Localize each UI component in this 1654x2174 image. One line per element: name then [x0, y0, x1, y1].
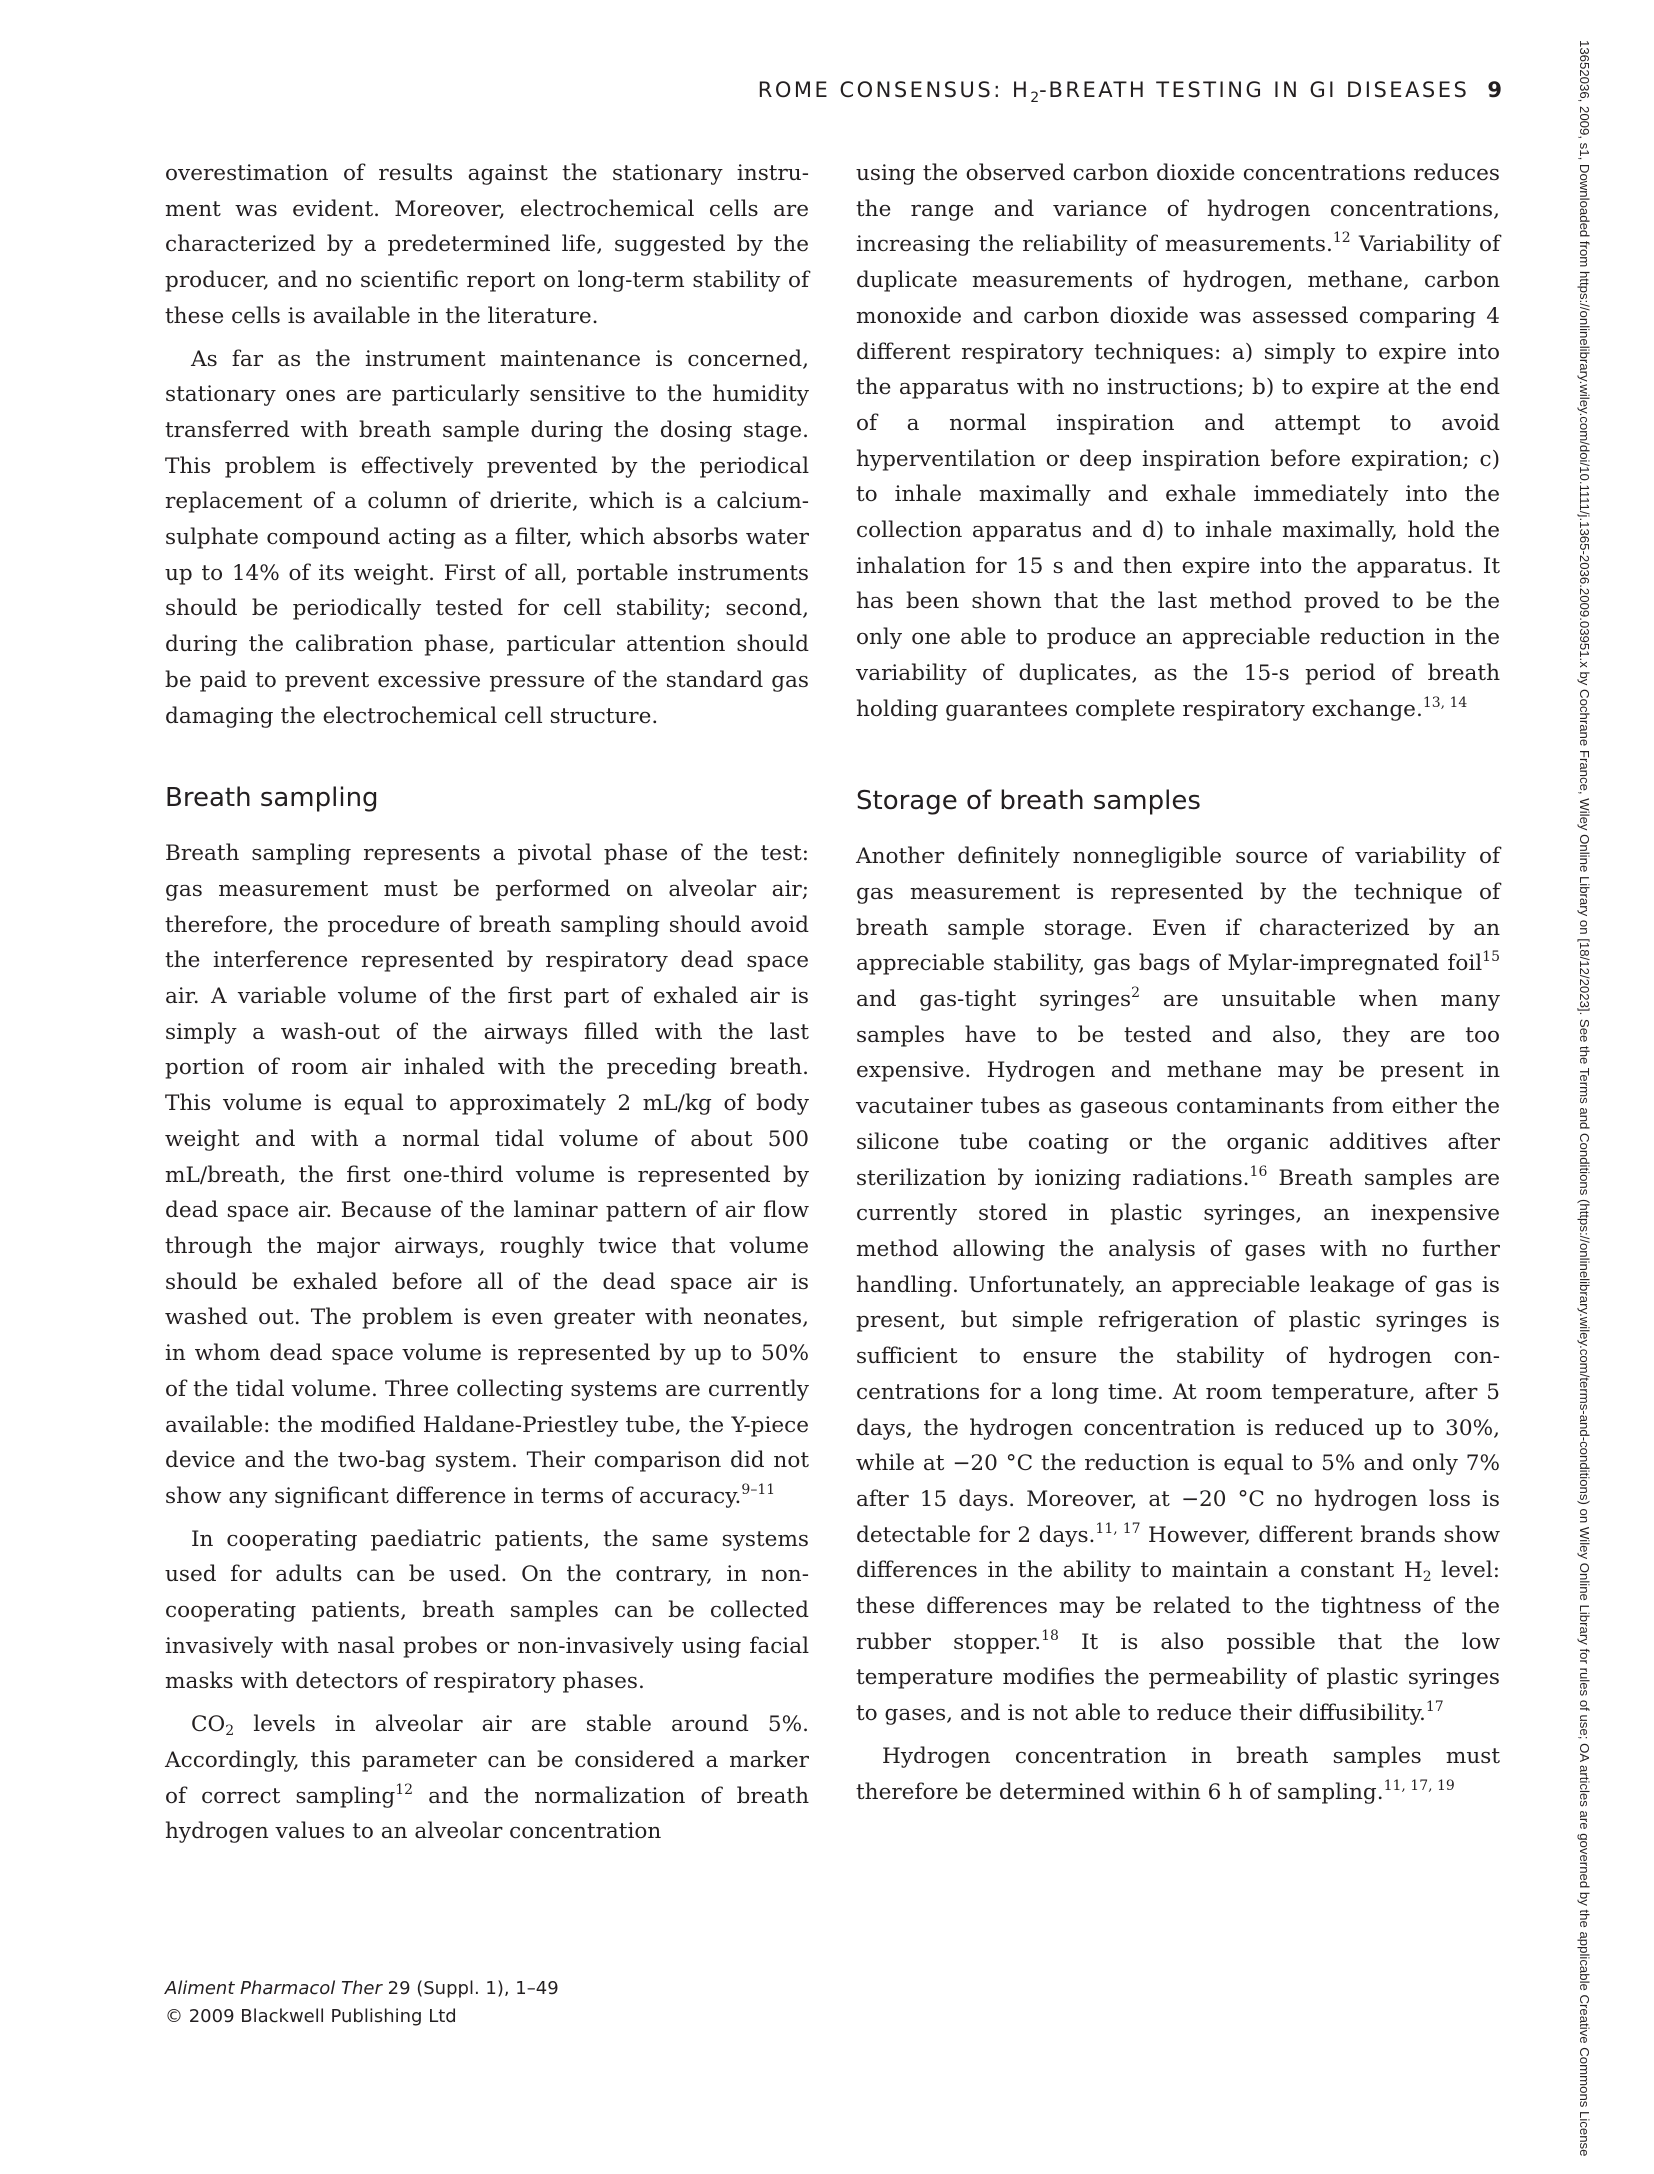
copyright-notice: © 2009 Blackwell Publishing Ltd [165, 2006, 457, 2027]
right-column [856, 156, 1500, 1810]
paragraph: using the observed carbon dioxide concentrations reduces the range and variance of hydrogen concentrations, increasing the reliability of measurements.$^{12}$ Variability of duplicate measurements of hydrogen, methane, carbon monoxide and carbon dioxide was assessed comparing 4 different respiratory techniques: a) simply to expire into the apparatus with no instructions; b) to expire at the end of a normal inspiration and attempt to avoid hyperventilation or deep inspiration before expiration; c) to inhale maximally and exhale immediately into the collection apparatus and d) to inhale maximally, hold the inhalation for 15 s and then expire into the apparatus. It has been shown that the last method proved to be the only one able to produce an appreciable reduction in the variability of duplicates, as the 15-s period of breath holding guarantees complete respiratory exchange.$^{13, 14}$ [856, 161, 1500, 722]
page-footer [165, 1975, 559, 2031]
section-heading-breath-sampling: Breath sampling [165, 783, 379, 814]
paragraph: In cooperating paediatric patients, the same systems used for adults can be used. On the contrary, in noncooperating patients, breath samples can be collected invasively with nasal probes or non-invasively using facial masks with detectors of respiratory phases. [165, 1526, 809, 1695]
citation-ref: 11, 17 [1095, 1520, 1141, 1537]
citation-ref: 15 [1482, 949, 1500, 966]
citation-ref: 13, 14 [1422, 694, 1468, 711]
download-notice-vertical: 13652036, 2009, s1, Downloaded from https://onlinelibrary.wiley.com/doi/10.1111/j.1365-2036.2009.03951.x by Cochrane France, Wiley Online Library on [18/12/2023]. See the Terms and Conditions (https://onlinelibrary.wiley.com/terms-and-conditions) on Wiley Online Library for rules of use; OA articles are governed by the applicable Creative Commons License [1577, 40, 1592, 2157]
citation-ref: 2 [1131, 985, 1141, 1002]
paragraph: $CO_2$ levels in alveolar air are stable around 5%. Accordingly, this parameter can be considered a marker of correct sampling$^{12}$ and the normalization of breath hydrogen values to an alveolar concentration [165, 1712, 809, 1845]
citation-ref: 12 [1332, 230, 1351, 247]
citation-ref: 9–11 [741, 1481, 776, 1498]
running-title: ROME CONSENSUS: $H_2$-BREATH TESTING IN GI DISEASES [757, 78, 1470, 107]
paragraph: Another definitely nonnegligible source of variability of gas measurement is represented by the technique of breath sample storage. Even if characterized by an appreciable stability, gas bags of Mylar-impregnated foil$^{15}$ and gas-tight syringes$^2$ are unsuitable when many samples have to be tested and also, they are too expensive. Hydrogen and methane may be present in vacutainer tubes as gaseous contaminants from either the silicone tube coating or the organic additives after sterilization by ionizing radiations.$^{16}$ Breath samples are currently stored in plastic syringes, an inexpensive method allowing the analysis of gases with no further handling. Unfortunately, an appreciable leakage of gas is present, but simple refrigeration of plastic syringes is sufficient to ensure the stability of hydrogen concentrations for a long time. At room temperature, after 5 days, the hydrogen concentration is reduced up to 30%, while at −20 °C the reduction is equal to 5% and only 7% after 15 days. Moreover, at −20 °C no hydrogen loss is detectable for 2 days.$^{11, 17}$ However, different brands show differences in the ability to maintain a constant $H_2$ level: these differences may be related to the tightness of the rubber stopper.$^{18}$ It is also possible that the low temperature modifies the permeability of plastic syringes to gases, and is not able to reduce their diffusibility.$^{17}$ [856, 844, 1501, 1727]
paragraph: Hydrogen concentration in breath samples must therefore be determined within 6 h of sampling.$^{11, 17, 19}$ [856, 1743, 1500, 1805]
journal-citation: Aliment Pharmacol Ther 29 (Suppl. 1), 1–49 [165, 1978, 559, 1999]
citation-ref: 18 [1041, 1627, 1059, 1644]
left-column [165, 156, 809, 1850]
paragraph: As far as the instrument maintenance is concerned, stationary ones are particularly sensitive to the humidity transferred with breath sample during the dosing stage. This problem is effectively prevented by the periodical replacement of a column of drierite, which is a calcium-sulphate compound acting as a filter, which absorbs water up to 14% of its weight. First of all, portable instruments should be periodically tested for cell stability; second, during the calibration phase, particular attention should be paid to prevent excessive pressure of the standard gas damaging the electrochemical cell structure. [165, 346, 809, 729]
citation-ref: 17 [1425, 1699, 1444, 1716]
paragraph: overestimation of results against the stationary instrument was evident. Moreover, electrochemical cells are characterized by a predetermined life, suggested by the producer, and no scientific report on long-term stability of these cells is available in the literature. [165, 161, 809, 329]
paragraph: Breath sampling represents a pivotal phase of the test: gas measurement must be performed on alveolar air; therefore, the procedure of breath sampling should avoid the interference represented by respiratory dead space air. A variable volume of the first part of exhaled air is simply a wash-out of the airways filled with the last portion of room air inhaled with the preceding breath. This volume is equal to approximately 2 mL/kg of body weight and with a normal tidal volume of about 500 mL/breath, the first one-third volume is represented by dead space air. Because of the laminar pattern of air flow through the major airways, roughly twice that volume should be exhaled before all of the dead space air is washed out. The problem is even greater with neonates, in whom dead space volume is represented by up to 50% of the tidal volume. Three collecting systems are currently available: the modified Haldane-Priestley tube, the Y-piece device and the two-bag system. Their comparison did not show any significant difference in terms of accuracy.$^{9-11}$ [165, 841, 809, 1509]
citation-ref: 12 [395, 1781, 414, 1798]
page-number: 9 [1487, 78, 1502, 102]
section-heading-storage: Storage of breath samples [856, 786, 1201, 817]
citation-ref: 11, 17, 19 [1383, 1777, 1455, 1794]
citation-ref: 16 [1249, 1163, 1268, 1180]
running-header [758, 78, 1502, 106]
